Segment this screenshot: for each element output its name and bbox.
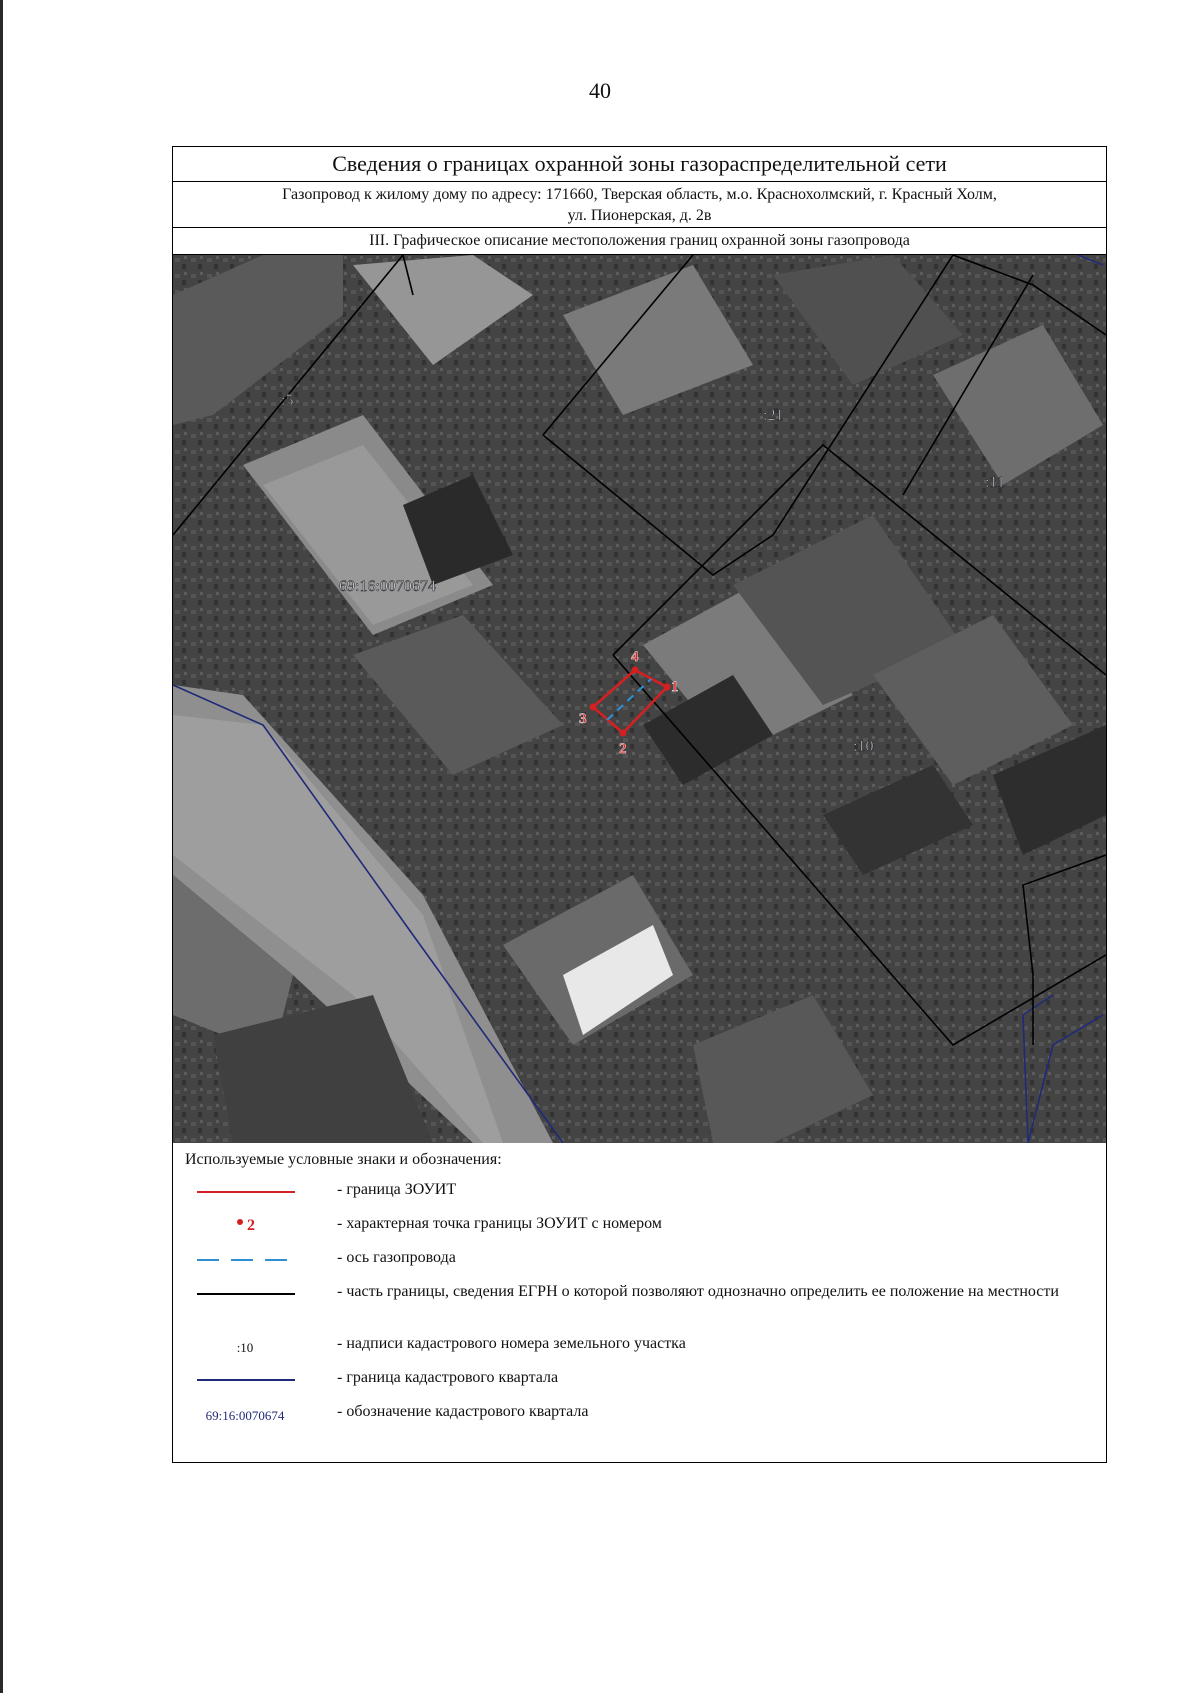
page-number: 40 <box>589 78 611 103</box>
legend-item-gas-axis <box>185 1245 1094 1279</box>
zone-point-3-marker <box>590 704 597 711</box>
parcel-label-10: :10 <box>853 738 874 755</box>
legend-symbol-red-line <box>185 1177 305 1211</box>
zone-info-sheet <box>172 146 1107 1463</box>
legend-quarter-number-sample: 69:16:0070674 <box>205 1408 285 1423</box>
map-drawing <box>173 255 1106 1143</box>
legend-text: - характерная точка границы ЗОУИТ с номером <box>337 1215 662 1232</box>
zone-point-1-marker <box>664 684 671 691</box>
legend-item-quarter-number <box>185 1399 1094 1433</box>
aerial-map <box>173 255 1106 1143</box>
legend-symbol-navy-line <box>185 1365 305 1399</box>
legend-item-zone-boundary <box>185 1177 1094 1211</box>
zone-point-4-marker <box>632 667 639 674</box>
legend-item-egrn-boundary <box>185 1279 1094 1331</box>
legend-text: - надписи кадастрового номера земельного участка <box>337 1335 686 1352</box>
parcel-label-11: :11 <box>985 474 1005 491</box>
legend-text: - часть границы, сведения ЕГРН о которой позволяют однозначно определить ее положение на местности <box>337 1283 1059 1300</box>
zone-point-3-label: 3 <box>579 711 587 727</box>
legend-symbol-quarter-number <box>185 1399 305 1433</box>
legend-symbol-black-line <box>185 1279 305 1313</box>
parcel-label-5: :5 <box>281 392 294 409</box>
legend-text: - граница ЗОУИТ <box>337 1181 457 1198</box>
legend-symbol-parcel-number <box>185 1331 305 1365</box>
zone-point-2-label: 2 <box>619 741 627 757</box>
subject-line-1: Газопровод к жилому дому по адресу: 171660, Тверская область, м.о. Краснохолмский, г. Красный Холм, <box>282 186 997 203</box>
parcel-label-21: :21 <box>763 407 784 424</box>
legend-text: - обозначение кадастрового квартала <box>337 1403 589 1420</box>
scan-edge <box>0 0 3 1693</box>
zone-point-1-label: 1 <box>671 679 679 695</box>
legend <box>173 1143 1106 1433</box>
legend-title: Используемые условные знаки и обозначения: <box>185 1151 502 1168</box>
legend-item-parcel-number <box>185 1331 1094 1365</box>
legend-point-number: 2 <box>247 1217 255 1234</box>
sheet-subject <box>173 182 1106 228</box>
zone-point-2-marker <box>620 730 627 737</box>
legend-symbol-blue-dashed-line <box>185 1245 305 1279</box>
legend-item-quarter-boundary <box>185 1365 1094 1399</box>
legend-text: - граница кадастрового квартала <box>337 1369 559 1386</box>
legend-item-zone-point <box>185 1211 1094 1245</box>
legend-text: - ось газопровода <box>337 1249 456 1266</box>
zone-point-4-label: 4 <box>631 649 639 665</box>
section-title: III. Графическое описание местоположения границ охранной зоны газопровода <box>173 228 1106 255</box>
sheet-title: Сведения о границах охранной зоны газораспределительной сети <box>173 147 1106 182</box>
quarter-label: 69:16:0070674 <box>339 578 436 595</box>
legend-parcel-number-sample: :10 <box>236 1340 254 1355</box>
subject-line-2: ул. Пионерская, д. 2в <box>567 207 712 224</box>
legend-symbol-red-point <box>185 1211 305 1245</box>
